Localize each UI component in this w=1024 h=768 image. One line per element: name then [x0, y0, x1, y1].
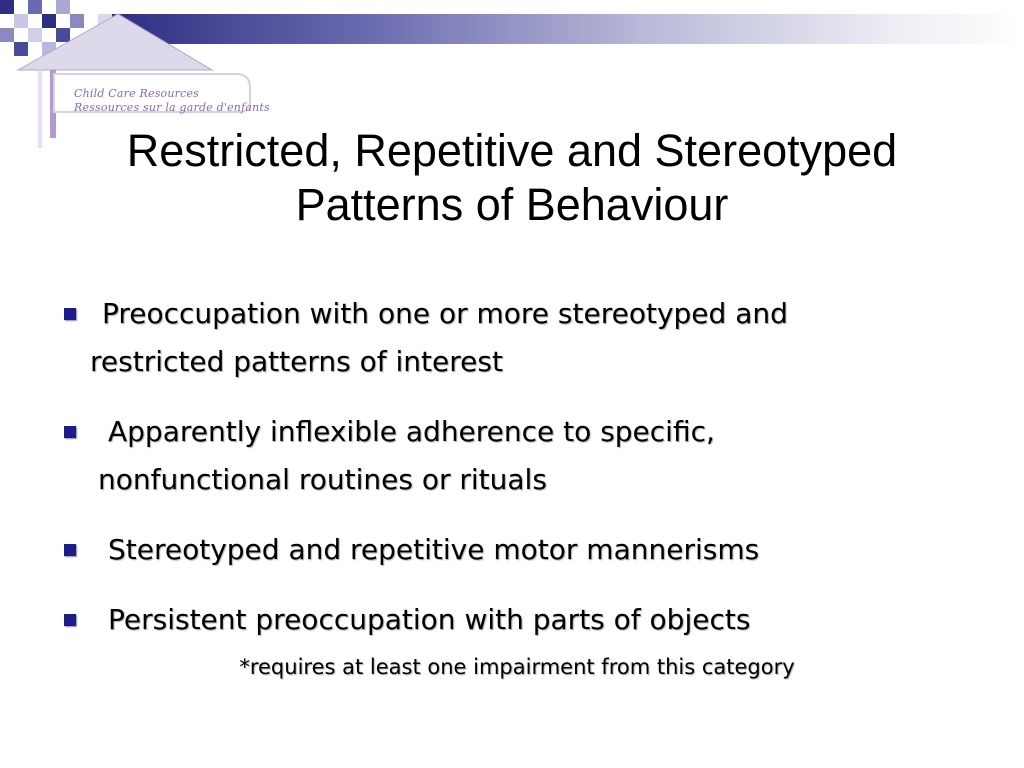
square-bullet-icon — [64, 544, 76, 556]
title-line-2: Patterns of Behaviour — [295, 179, 729, 230]
square-bullet-icon — [64, 426, 76, 438]
bullet-list — [60, 290, 960, 666]
bullet-text-line: restricted patterns of interest — [90, 345, 503, 378]
bullet-text-line: Stereotyped and repetitive motor mannerisms — [108, 533, 760, 566]
square-bullet-icon — [64, 308, 76, 320]
title-line-1: Restricted, Repetitive and Stereotyped — [126, 125, 898, 176]
bullet-item — [60, 596, 960, 644]
footnote: *requires at least one impairment from this category — [239, 655, 795, 679]
bullet-text-line: nonfunctional routines or rituals — [98, 463, 547, 496]
bullet-text-line: Preoccupation with one or more stereotyped and — [102, 297, 788, 330]
logo-text-english: Child Care Resources — [74, 87, 200, 100]
square-bullet-icon — [64, 614, 76, 626]
logo-text-french: Ressources sur la garde d'enfants — [74, 101, 270, 114]
bullet-item — [60, 290, 960, 386]
bullet-item — [60, 408, 960, 504]
slide-title — [40, 124, 984, 232]
bullet-text-line: Apparently inflexible adherence to specific, — [108, 415, 715, 448]
bullet-text-line: Persistent preoccupation with parts of objects — [108, 603, 751, 636]
bullet-item — [60, 526, 960, 574]
